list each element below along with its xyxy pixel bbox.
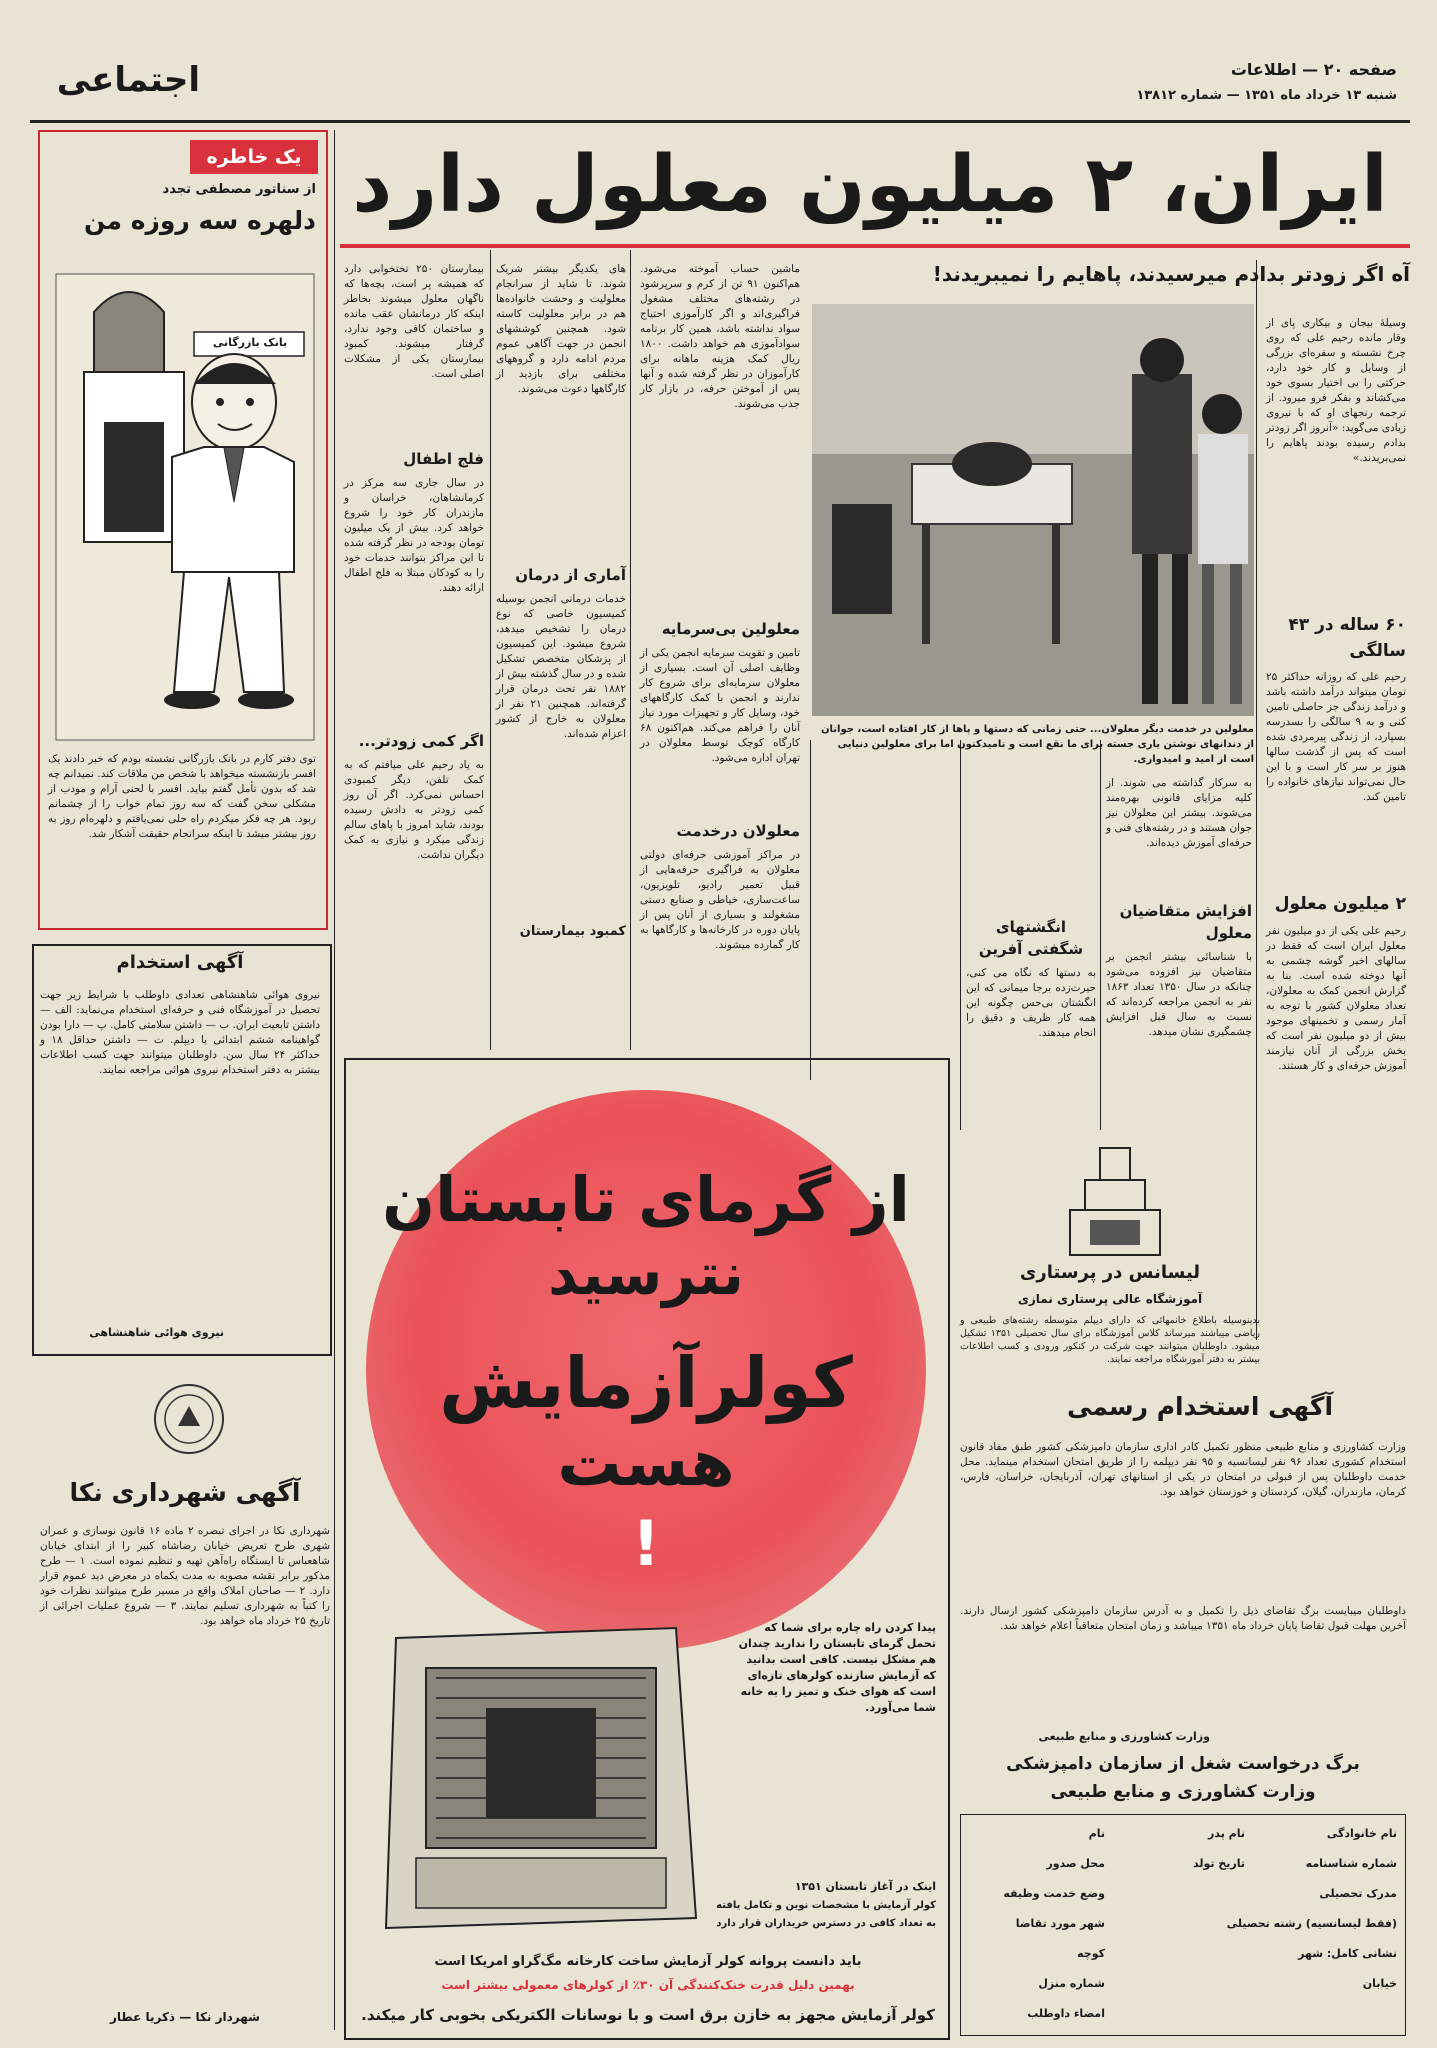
form-field-label: (فقط لیسانسیه) رشته تحصیلی — [1226, 1917, 1397, 1930]
cooler-line-1: از گرمای تابستان — [382, 1163, 910, 1236]
nursing-school-logo — [1060, 1140, 1170, 1260]
nursing-ad-subtitle: آموزشگاه عالی پرستاری نمازی — [1017, 1292, 1203, 1306]
million-text: رحیم علی یکی از دو میلیون نفر معلول ایران است که فقط در سالهای اخیر گوشه چشمی به آنها دوخته شده است. بنا به گزارش انجمن کمک به معلولان، تعداد معلولان کشور با توجه به آمار رسمی و تخمینهای موجود بیش از دو میلیون نفر است که بخش بزرگی از آنان نیازمند آموزش حرفه‌ای و کار هستند. — [1266, 925, 1406, 1072]
age-text: رحیم علی که روزانه حداکثر ۲۵ تومان میتواند درآمد داشته باشد و درآمد زندگی جز حاصلی تامین کنی و به ۹ سالگی را بسدرسه بسپارد، از زندگی پیرمردی شده است که پس از گذشت سالها هنوز بر سر کار است و با این حال نمی‌تواند نیازهای خانواده را تامین کند. — [1266, 671, 1406, 803]
column-rule — [810, 740, 811, 1080]
form-field-label: شماره منزل — [1038, 1977, 1105, 1990]
form-row — [961, 1911, 1405, 1941]
polio-text: در سال جاری سه مرکز در کرمانشاهان، خراسان و مازندران کار خود را شروع خواهد کرد. بیش از یک میلیون تومان بودجه در نظر گرفته شده تا این مراکز بتوانند خدمات خود را به کودکان مبتلا به فلج اطفال ارائه دهند. — [344, 477, 484, 594]
cooler-bottom-line: کولر آزمایش مجهز به خازن برق است و با نوسانات الکتریکی بخوبی کار میکند. — [361, 2006, 935, 2024]
main-photo — [812, 304, 1254, 716]
form-title-1: برگ درخواست شغل از سازمان دامپزشکی — [1006, 1754, 1360, 1774]
memoir-label: یک خاطره — [190, 140, 318, 174]
date-line: شنبه ۱۳ خرداد ماه ۱۳۵۱ — شماره ۱۳۸۱۲ — [1136, 88, 1397, 103]
airforce-ad — [32, 944, 332, 1356]
cooler-line-2: نترسید — [548, 1240, 744, 1308]
page-line: صفحه ۲۰ — اطلاعات — [1230, 60, 1397, 79]
form-field-label: مدرک تحصیلی — [1319, 1887, 1397, 1900]
section-title: اجتماعی — [56, 60, 200, 100]
form-field-label: کوچه — [1077, 1947, 1105, 1960]
official-ad-signature: وزارت کشاورزی و منابع طبیعی — [1038, 1730, 1210, 1743]
treatment-heading: آماری از درمان — [515, 566, 626, 584]
fingers-heading: انگشتهای شگفتی آفرین — [978, 918, 1084, 958]
col5-text: بیمارستان ۲۵۰ تختخوابی دارد که همیشه پر است، بچه‌ها که ناگهان معلول میشوند بخاطر اینکه کار درمانشان عقب مانده و ساختمان کافی وجود ندارد، گرفتار میشوند. کمبود بیمارستان یکی از مشکلات اصلی است. — [344, 263, 484, 380]
shop-sign: بانک بازرگانی — [212, 336, 288, 349]
memoir-box — [38, 130, 328, 930]
memoir-title: دلهره سه روزه من — [84, 206, 316, 235]
cooler-ad — [344, 1058, 950, 2040]
cooler-side-copy: پیدا کردن راه چاره برای شما که تحمل گرمای تابستان را ندارید چندان هم مشکل نیست. کافی است بدانید که آزمایش سازنده کولرهای تازه‌ای است که هوای خنک و تمیز را به خانه شما می‌آورد. — [738, 1621, 936, 1714]
column-rule — [960, 740, 961, 1130]
memoir-text: توی دفتر کارم در بانک بازرگانی نشسته بودم که خبر دادند یک افسر بازنشسته میخواهد با شخص من ملاقات کند. نمیدانم چه شد که بدون تأمل گفتم بیاید. افسر با لحنی آرام و مودب از مشکلی سخن گفت که سه روز تمام خواب را از چشمانم ربود. هر چه فکر میکردم راه حلی نمی‌یافتم و دلهره‌ام روز به روز بیشتر میشد تا اینکه سرانجام حقیقت آشکار شد. — [48, 753, 316, 840]
polio-heading: فلج اطفال — [403, 450, 484, 468]
cooler-red-line: بهمین دلیل قدرت خنک‌کنندگی آن ۳۰٪ از کولرهای معمولی بیشتر است — [441, 1978, 855, 1992]
service-heading: معلولان درخدمت — [676, 822, 800, 840]
form-field-label: امضاء داوطلب — [1027, 2007, 1105, 2020]
age-heading: ۶۰ ساله در ۴۳ سالگی — [1288, 615, 1406, 661]
emblem-icon — [150, 1380, 228, 1458]
cooler-line-3: کولرآزمایش — [439, 1342, 853, 1424]
headline-underline — [340, 244, 1410, 248]
fingers-text: به دستها که نگاه می کنی، حیرت‌زده برجا میمانی که این انگشتان بی‌حس چگونه این همه کار ظریف و دقیق را انجام میدهند. — [966, 967, 1096, 1039]
cooler-exclaim: ! — [631, 1507, 661, 1580]
form-row — [961, 1971, 1405, 2001]
cooler-note-1: اینک در آغاز تابستان ۱۳۵۱ — [794, 1880, 936, 1893]
form-field-label: نام — [1088, 1827, 1105, 1840]
subheadline: آه اگر زودتر بدادم میرسیدند، پاهایم را نمیبریدند! — [932, 262, 1410, 286]
municipality-ad-text: شهرداری نکا در اجرای تبصره ۲ ماده ۱۶ قانون نوسازی و عمران شهری طرح تعریض خیابان رضاشاه کبیر را از ابتدای خیابان شاهعباس تا ایستگاه راه‌آهن تهیه و تنظیم نموده است. ۱ — طرح مذکور برابر نقشه مصوبه به مدت یکماه در معرض دید عموم قرار دارد. ۲ — صاحبان املاک واقع در مسیر طرح میتوانند نظرات خود را کتباً به شهرداری تسلیم نمایند. ۳ — شروع عملیات اجرائی از تاریخ ۲۵ خرداد ماه خواهد بود. — [40, 1525, 330, 1627]
form-field-label: شماره شناسنامه — [1305, 1857, 1397, 1870]
applicants-text: با شناسائی بیشتر انجمن بر متقاضیان نیز افزوده می‌شود چنانکه در سال ۱۳۵۰ تعداد ۱۸۶۳ نفر به انجمن مراجعه کرده‌اند که نسبت به سال قبل افزایش چشمگیری نشان میدهد. — [1106, 951, 1252, 1038]
form-row — [961, 1851, 1405, 1881]
form-row — [961, 2001, 1405, 2031]
column-rule — [1100, 740, 1101, 1130]
form-field-label: محل صدور — [1046, 1857, 1105, 1870]
cooler-illustration — [376, 1618, 706, 1938]
column-rule — [490, 250, 491, 1050]
column-rule — [334, 130, 335, 2030]
form-field-label: خیابان — [1362, 1977, 1397, 1990]
form-field-label: نشانی کامل: شهر — [1298, 1947, 1397, 1960]
main-headline: ایران، ۲ میلیون معلول دارد — [352, 140, 1388, 230]
form-field-label: تاریخ تولد — [1193, 1857, 1245, 1870]
cooler-license-line: باید دانست پروانه کولر آزمایش ساخت کارخانه مگ‌گراو امریکا است — [434, 1954, 862, 1969]
early-text: به یاد رحیم علی میافتم که به کمک تلفن، دیگر کمبودی احساس نمی‌کرد. اگر آن روز کمی زودتر به دادش رسیده بودند، شاید امروز با پاهای سالم زندگی میکرد و نیازی به کمک دیگران نداشت. — [344, 759, 484, 861]
form-field-label: نام خانوادگی — [1326, 1827, 1397, 1840]
form-field-label: وضع خدمت وظیفه — [1003, 1887, 1105, 1900]
column-rule — [630, 250, 631, 1050]
official-ad-text1: وزارت کشاورزی و منابع طبیعی منظور تکمیل کادر اداری سازمان دامپزشکی کشور طبق مفاد قانون استخدام کشوری تعداد ۹۶ نفر لیسانسیه و ۹۵ نفر دیپلمه را از طریق امتحان استخدام مینماید. محل خدمت داوطلبان پس از قبولی در امتحان در یکی از استانهای تهران، آذربایجان، خراسان، فارس، کرمان، مازندران، گیلان، کردستان و خوزستان خواهد بود. — [960, 1441, 1406, 1498]
service-text: در مراکز آموزشی حرفه‌ای دولتی معلولان به فراگیری حرفه‌هایی از قبیل تعمیر رادیو، تلویزیون، ساعت‌سازی، خیاطی و صنایع دستی مشغولند و بسیاری از آنان پس از پایان دوره در کارخانه‌ها و کارگاهها به کار گمارده میشوند. — [640, 849, 800, 951]
applicants-heading: افزایش متقاضیان معلول — [1119, 902, 1252, 942]
million-heading: ۲ میلیون معلول — [1274, 894, 1406, 914]
early-heading: اگر کمی زودتر... — [358, 732, 484, 750]
airforce-ad-text: نیروی هوائی شاهنشاهی تعدادی داوطلب با شرایط زیر جهت تحصیل در آموزشگاه فنی و حرفه‌ای استخدام می‌نماید: الف — داشتن تابعیت ایران. ب — داشتن سلامتی کامل. پ — دارا بودن گواهینامه ششم ابتدائی یا دیپلم. ت — داشتن حداقل ۱۸ و حداکثر ۲۴ سال سن. داوطلبان میتوانند جهت کسب اطلاعات بیشتر به دفتر استخدام نیروی هوائی مراجعه نمایند. — [40, 989, 320, 1076]
header-divider — [30, 120, 1410, 123]
treatment-text: خدمات درمانی انجمن بوسیله کمیسیون خاصی که نوع درمان را تشخیص میدهد، شروع میشود. این کمیسیون از پزشکان متخصص تشکیل شده و در سال گذشته بیش از ۱۸۸۲ نفر تحت درمان قرار گرفته‌اند. همچنین ۲۱ نفر از معلولان به خارج از کشور اعزام شده‌اند. — [496, 593, 626, 740]
official-ad-title: آگهی استخدام رسمی — [1066, 1392, 1334, 1421]
form-field-label: شهر مورد تقاضا — [1015, 1917, 1105, 1930]
hospital-heading: کمبود بیمارستان — [519, 924, 626, 939]
col3-text: ماشین حساب آموخته می‌شود. هم‌اکنون ۹۱ تن از کرم و سرپرشود در رشته‌های مختلف مشغول فراگیری‌اند و اگر کارآموزی احتیاج سواد نداشته باشد، همین کار برنامه سواد‌آموزی هم خواهد داشت. ۱۸۰۰ ریال کمک هزینه ماهانه برای کارآموزان در نظر گرفته شده و آنها پس از آموختن حرفه، در بازار کار جذب می‌شوند. — [640, 263, 800, 410]
municipality-ad-title: آگهی شهرداری نکا — [69, 1478, 301, 1507]
airforce-ad-signature: نیروی هوائی شاهنشاهی — [89, 1326, 224, 1339]
municipality-ad-signature: شهردار نکا — ذکریا عطار — [110, 2010, 260, 2024]
cooler-note-2: کولر آزمایش با مشخصات نوین و تکامل یافته — [716, 1900, 936, 1911]
form-row — [961, 1941, 1405, 1971]
nursing-ad-title: لیسانس در پرستاری — [1019, 1262, 1201, 1283]
form-row — [961, 1881, 1405, 1911]
form-field-label: نام پدر — [1208, 1827, 1245, 1840]
official-ad-text2: داوطلبان میبایست برگ تقاضای ذیل را تکمیل و به آدرس سازمان دامپزشکی کشور ارسال دارند. آخرین مهلت قبول تقاضا پایان خرداد ماه ۱۳۵۱ میباشد و زمان امتحان متعاقباً اعلام خواهد شد. — [960, 1605, 1406, 1632]
col6-text: به سرکار گذاشته می شوند. از کلیه مزایای قانونی بهره‌مند می‌شوند. بیشتر این معلولان نیز جوان هستند و در رشته‌های فنی و حرفه‌ای آموزش دیده‌اند. — [1106, 777, 1252, 849]
form-title-2: وزارت کشاورزی و منابع طبیعی — [1050, 1782, 1316, 1802]
application-form — [960, 1814, 1406, 2036]
form-row — [961, 1821, 1405, 1851]
cooler-line-4: هست — [557, 1427, 735, 1501]
memoir-byline: از سناتور مصطفی تجدد — [162, 182, 316, 197]
airforce-ad-title: آگهی استخدام — [116, 952, 244, 973]
nursing-ad-text: بدینوسیله باطلاع خانمهائی که دارای دیپلم متوسطه رشته‌های طبیعی و ریاضی میباشند میرساند کلاس آموزشگاه برای سال تحصیلی ۱۳۵۱ تشکیل میشود. داوطلبان میتوانند جهت شرکت در کنکور ورودی و کسب اطلاعات بیشتر به دفتر آموزشگاه مراجعه نمایند. — [960, 1315, 1261, 1365]
column-rule — [1256, 260, 1257, 1340]
photo-caption: معلولین در خدمت دیگر معلولان... حتی زمانی که دستها و پاها از کار افتاده است، جوانان از دندانهای نوشتن یاری جسته برای ما نقع است و نامیدکنون اما برای معلولین دنیایی است از امید و امیدواری. — [820, 724, 1254, 765]
col4-text: های یکدیگر بیشتر شریک شوند. تا شاید از سرانجام معلولیت و وحشت خانواده‌ها هم در برابر معلولیت کاسته شود. همچنین کوششهای انجمن در جهت آگاهی عموم مردم ادامه دارد و گروههای مختلفی برای بازدید از کارگاهها دعوت می‌شوند. — [496, 263, 626, 395]
photo-scene — [812, 304, 1254, 716]
capital-heading: معلولین بی‌سرمایه — [661, 620, 800, 638]
lead-text: وسیلهٔ بیجان و بیکاری پای از وقار مانده رحیم علی که روی چرخ نشسته و سفره‌ای بزرگی از وسایل و کار خود دارد، حرکتی را بی اختیار بسوی خود می‌کشاند و بفکر فرو میرود. از ترجمه رنجهای او که با نیروی زیادی می‌گوید: «آنروز اگر زودتر بدادم رسیده بودند پاهایم را نمی‌بریدند.» — [1266, 317, 1406, 464]
cooler-note-3: به تعداد کافی در دسترس خریداران قرار دارد — [716, 1918, 936, 1929]
capital-text: تامین و تقویت سرمایه انجمن یکی از وظایف اصلی آن است. بسیاری از معلولان سرمایه‌ای برای شروع کار ندارند و انجمن با کمک کارگاههای خود، وسایل کار و تجهیزات مورد نیاز آنان را فراهم می‌کند. هم‌اکنون ۶۸ کارگاه کوچک توسط معلولان در تهران اداره می‌شود. — [640, 647, 800, 764]
